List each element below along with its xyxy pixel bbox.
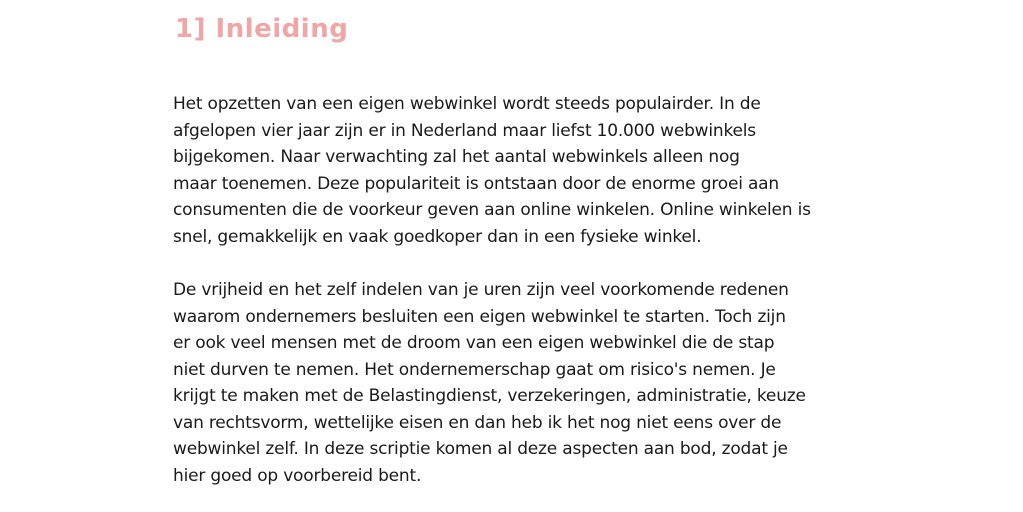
paragraph-line: krijgt te maken met de Belastingdienst, verzekeringen, administratie, keuze	[173, 386, 806, 406]
paragraph-line: er ook veel mensen met de droom van een eigen webwinkel die de stap	[173, 333, 775, 353]
paragraph-intro	[173, 91, 811, 250]
paragraph-line: afgelopen vier jaar zijn er in Nederland maar liefst 10.000 webwinkels	[173, 120, 756, 141]
paragraph-line: waarom ondernemers besluiten een eigen webwinkel te starten. Toch zijn	[173, 306, 786, 327]
paragraph-motivation	[173, 277, 806, 489]
paragraph-line: snel, gemakkelijk en vaak goedkoper dan in een fysieke winkel.	[173, 226, 702, 247]
paragraph-line: bijgekomen. Naar verwachting zal het aantal webwinkels alleen nog	[173, 147, 740, 167]
section-heading: 1] Inleiding	[175, 14, 349, 44]
paragraph-line: webwinkel zelf. In deze scriptie komen al deze aspecten aan bod, zodat je	[173, 439, 788, 459]
paragraph-line: consumenten die de voorkeur geven aan online winkelen. Online winkelen is	[173, 200, 811, 220]
paragraph-line: De vrijheid en het zelf indelen van je uren zijn veel voorkomende redenen	[173, 280, 789, 300]
paragraph-line: van rechtsvorm, wettelijke eisen en dan heb ik het nog niet eens over de	[173, 412, 782, 433]
paragraph-line: maar toenemen. Deze populariteit is ontstaan door de enorme groei aan	[173, 173, 779, 194]
paragraph-line: hier goed op voorbereid bent.	[173, 465, 422, 486]
paragraph-line: niet durven te nemen. Het ondernemerschap gaat om risico's nemen. Je	[173, 359, 776, 380]
paragraph-line: Het opzetten van een eigen webwinkel wordt steeds populairder. In de	[173, 94, 761, 114]
